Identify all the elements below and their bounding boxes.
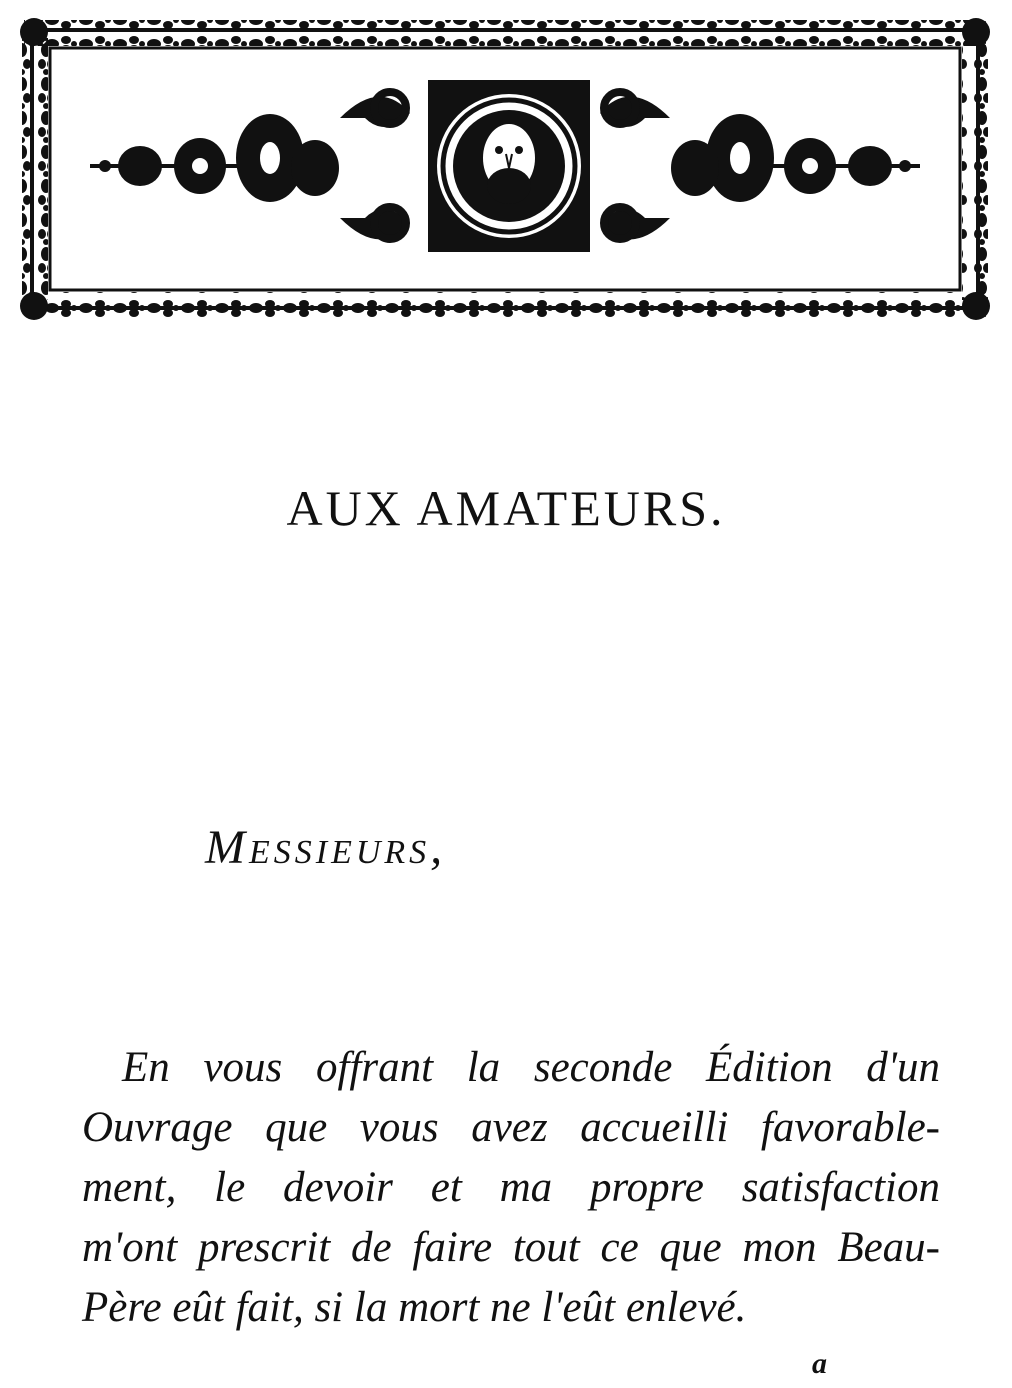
paragraph-line: ment, le devoir et ma propre satisfaction	[82, 1164, 940, 1211]
ornamental-headpiece	[10, 8, 1000, 330]
salutation: Messieurs,	[205, 821, 447, 874]
paragraph-line: Ouvrage que vous avez accueilli favorable-	[82, 1104, 940, 1151]
paragraph-line: En vous offrant la seconde Édition d'un	[122, 1044, 940, 1091]
signature-mark: a	[812, 1347, 827, 1380]
page-title: AUX AMATEURS.	[286, 480, 726, 536]
paragraph-line: m'ont prescrit de faire tout ce que mon Beau-	[82, 1224, 940, 1271]
dedication-paragraph	[82, 1038, 940, 1338]
paragraph-line: Père eût fait, si la mort ne l'eût enlevé.	[82, 1284, 747, 1331]
